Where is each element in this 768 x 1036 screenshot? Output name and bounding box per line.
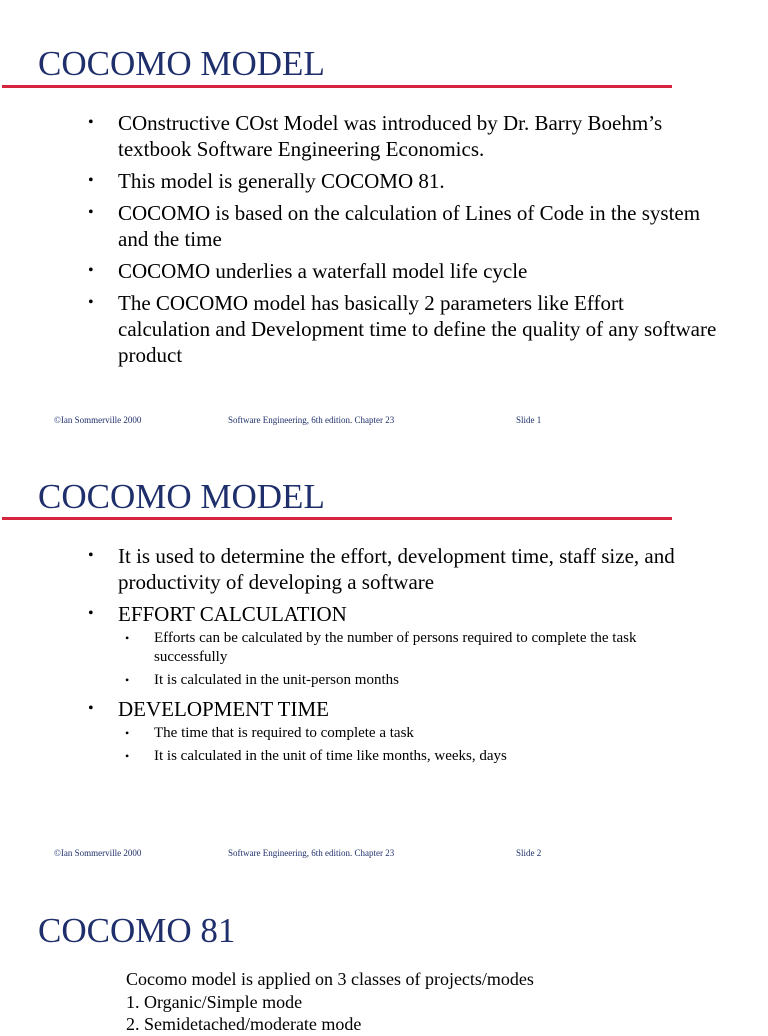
slide-1-title: COCOMO MODEL: [38, 44, 325, 83]
slide-3-title: COCOMO 81: [38, 911, 236, 950]
bullet-dot-icon: •: [88, 547, 94, 564]
sub-item-text: It is calculated in the unit of time like months, weeks, days: [154, 748, 507, 764]
bullet-dot-icon: •: [88, 700, 94, 717]
bullet-text: COCOMO underlies a waterfall model life cycle: [118, 259, 528, 283]
slide-3-item-2: 2. Semidetached/moderate mode: [126, 1014, 362, 1034]
sub-item-text: The time that is required to complete a task: [154, 725, 414, 741]
sub-item-text: It is calculated in the unit-person months: [154, 672, 399, 688]
slide-1-footer-slide-number: Slide 1: [516, 415, 542, 425]
bullet-dot-icon: •: [88, 114, 94, 131]
bullet-dot-icon: •: [88, 605, 94, 622]
slide-2-title: COCOMO MODEL: [38, 477, 325, 516]
bullet-text: This model is generally COCOMO 81.: [118, 169, 445, 193]
sub-bullet-dot-icon: •: [125, 726, 130, 740]
sub-bullet-dot-icon: •: [125, 673, 130, 687]
slide-2-footer-copyright: ©Ian Sommerville 2000: [54, 848, 142, 858]
slide-1-footer-book: Software Engineering, 6th edition. Chapter 23: [228, 415, 395, 425]
sub-bullet-dot-icon: •: [125, 631, 130, 645]
devtime-heading: DEVELOPMENT TIME: [118, 697, 329, 721]
slide-3-intro: Cocomo model is applied on 3 classes of projects/modes: [126, 969, 534, 989]
slide-1-footer-copyright: ©Ian Sommerville 2000: [54, 415, 142, 425]
bullet-dot-icon: •: [88, 204, 94, 221]
bullet-text: COnstructive COst Model was introduced by Dr. Barry Boehm’s textbook Software Engineering Economics.: [118, 111, 663, 161]
sub-item-text: Efforts can be calculated by the number of persons required to complete the task successfully: [154, 630, 637, 665]
slide-2-footer-slide-number: Slide 2: [516, 848, 542, 858]
sub-bullet-dot-icon: •: [125, 749, 130, 763]
bullet-text: It is used to determine the effort, development time, staff size, and productivity of developing a software: [118, 544, 675, 594]
bullet-text: COCOMO is based on the calculation of Lines of Code in the system and the time: [118, 201, 701, 251]
bullet-text: The COCOMO model has basically 2 parameters like Effort calculation and Development time to define the quality of any software product: [118, 291, 717, 367]
slide-2-footer-book: Software Engineering, 6th edition. Chapter 23: [228, 848, 395, 858]
effort-heading: EFFORT CALCULATION: [118, 602, 347, 626]
bullet-dot-icon: •: [88, 294, 94, 311]
bullet-dot-icon: •: [88, 262, 94, 279]
bullet-dot-icon: •: [88, 172, 94, 189]
slide-3-item-1: 1. Organic/Simple mode: [126, 992, 303, 1012]
